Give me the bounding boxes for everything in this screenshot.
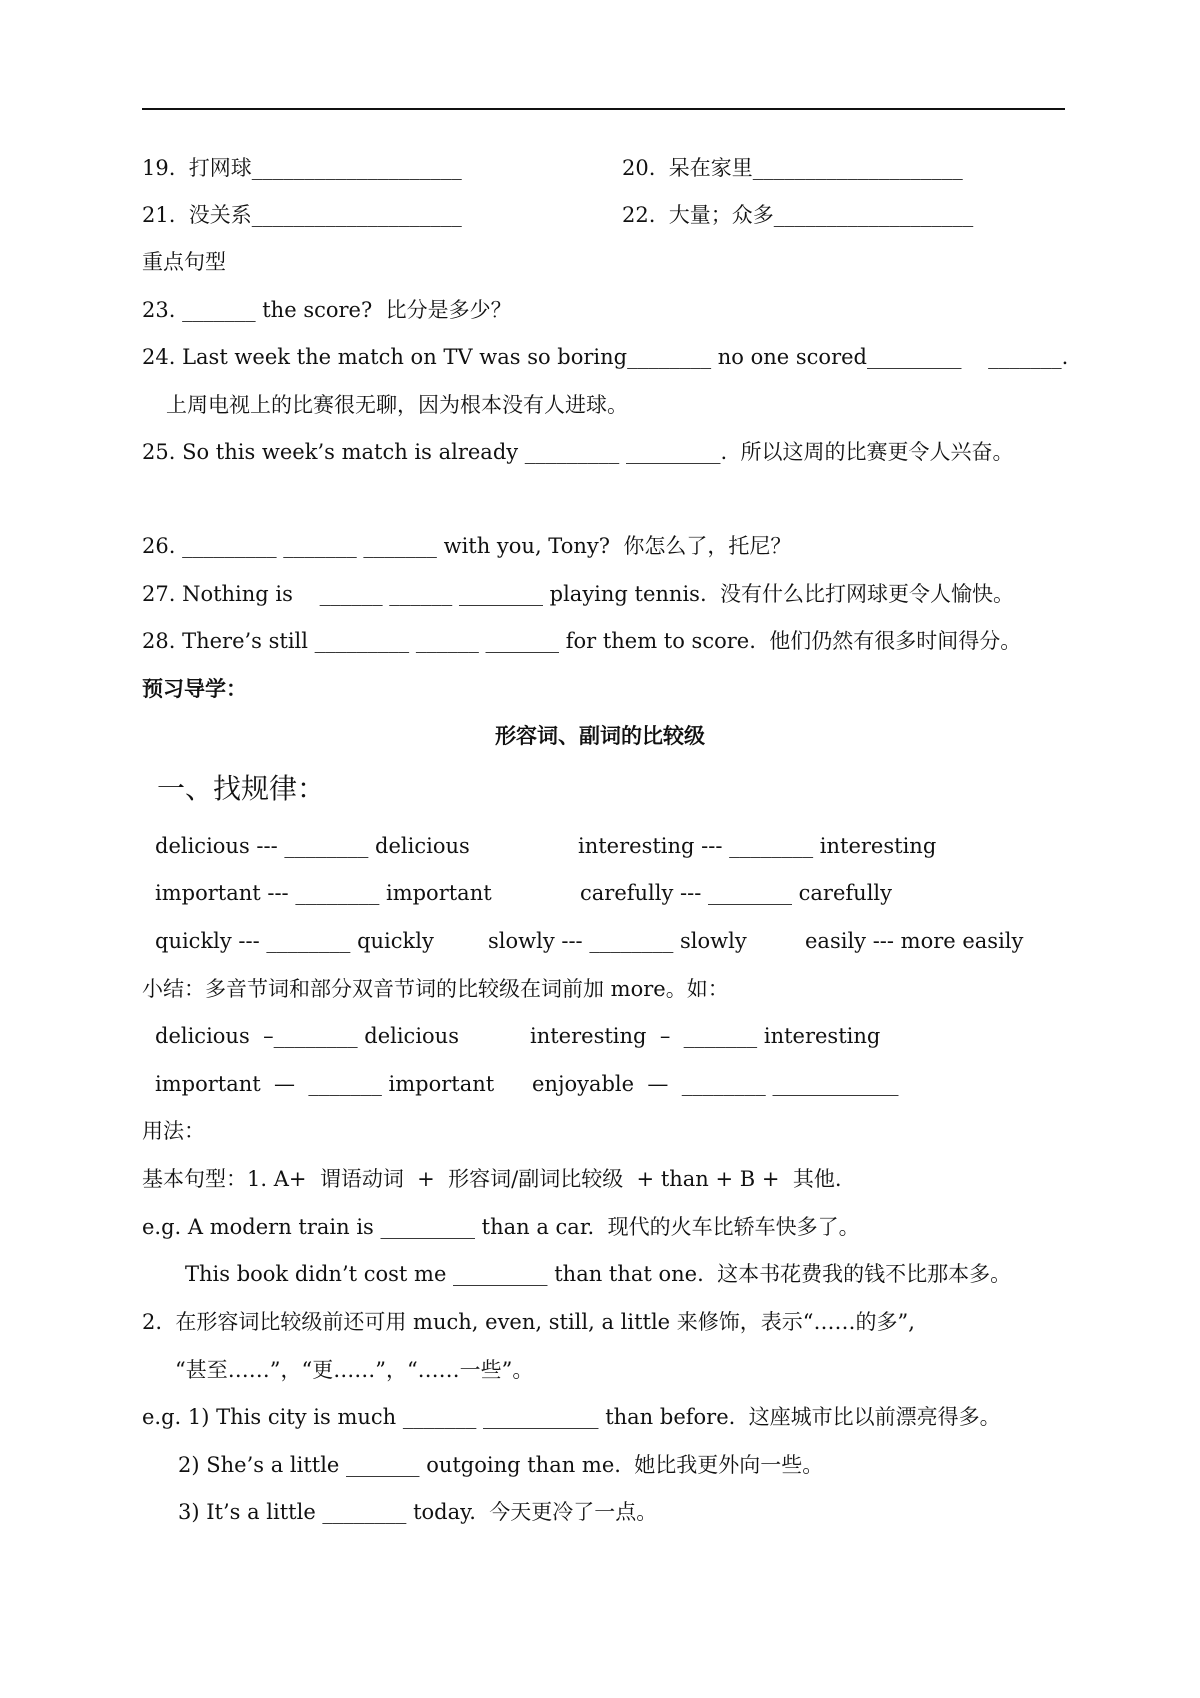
- example-row-2-left: important — _______ important: [155, 1072, 495, 1096]
- key-sentences-heading: 重点句型: [142, 250, 226, 274]
- vocab-22: 22. 大量；众多___________________: [622, 203, 974, 227]
- header-rule: [142, 108, 1065, 110]
- vocab-21: 21. 没关系____________________: [142, 203, 462, 227]
- pattern-row-3-c: easily --- more easily: [805, 929, 1024, 953]
- preview-heading: 预习导学：: [142, 676, 247, 701]
- pattern-row-1-left: delicious --- ________ delicious: [155, 834, 470, 858]
- example-4: 2) She’s a little _______ outgoing than me. 她比我更外向一些。: [178, 1453, 824, 1477]
- pattern-row-2-right: carefully --- ________ carefully: [580, 881, 892, 905]
- example-row-2-right: enjoyable — ________ ____________: [532, 1072, 899, 1096]
- sentence-28: 28. There’s still _________ ______ _______ for them to score. 他们仍然有很多时间得分。: [142, 629, 1022, 653]
- summary-note: 小结：多音节词和部分双音节词的比较级在词前加 more。如：: [142, 977, 729, 1001]
- sentence-24-translation: 上周电视上的比赛很无聊，因为根本没有人进球。: [166, 393, 628, 417]
- example-row-1-left: delicious –________ delicious: [155, 1024, 459, 1048]
- example-5: 3) It’s a little ________ today. 今天更冷了一点。: [178, 1500, 658, 1524]
- section-title: 形容词、副词的比较级: [495, 723, 705, 748]
- basic-pattern: 基本句型：1. A+ 谓语动词 + 形容词/副词比较级 + than + B + 其他.: [142, 1167, 842, 1191]
- section-1-heading: 一、找规律：: [157, 772, 326, 805]
- example-1: e.g. A modern train is _________ than a car. 现代的火车比轿车快多了。: [142, 1215, 860, 1239]
- pattern-row-1-right: interesting --- ________ interesting: [578, 834, 937, 858]
- vocab-19: 19. 打网球____________________: [142, 156, 462, 180]
- sentence-23: 23. _______ the score? 比分是多少？: [142, 298, 512, 322]
- example-row-1-right: interesting – _______ interesting: [530, 1024, 881, 1048]
- sentence-27: 27. Nothing is ______ ______ ________ playing tennis. 没有什么比打网球更令人愉快。: [142, 582, 1014, 606]
- pattern-row-3-b: slowly --- ________ slowly: [488, 929, 747, 953]
- example-2: This book didn’t cost me _________ than that one. 这本书花费我的钱不比那本多。: [185, 1262, 1012, 1286]
- sentence-24: 24. Last week the match on TV was so boring________ no one scored_________ _______.: [142, 345, 1069, 369]
- pattern-row-3-a: quickly --- ________ quickly: [155, 929, 434, 953]
- rule-2-line-2: “甚至……”，“更……”，“……一些”。: [175, 1358, 534, 1382]
- rule-2-line-1: 2. 在形容词比较级前还可用 much, even, still, a little 来修饰，表示“……的多”,: [142, 1310, 915, 1334]
- sentence-26: 26. _________ _______ _______ with you, Tony? 你怎么了，托尼？: [142, 534, 792, 558]
- sentence-25: 25. So this week’s match is already _________ _________. 所以这周的比赛更令人兴奋。: [142, 440, 1014, 464]
- usage-heading: 用法：: [142, 1119, 205, 1143]
- vocab-20: 20. 呆在家里____________________: [622, 156, 963, 180]
- example-3: e.g. 1) This city is much _______ ___________ than before. 这座城市比以前漂亮得多。: [142, 1405, 1001, 1429]
- pattern-row-2-left: important --- ________ important: [155, 881, 492, 905]
